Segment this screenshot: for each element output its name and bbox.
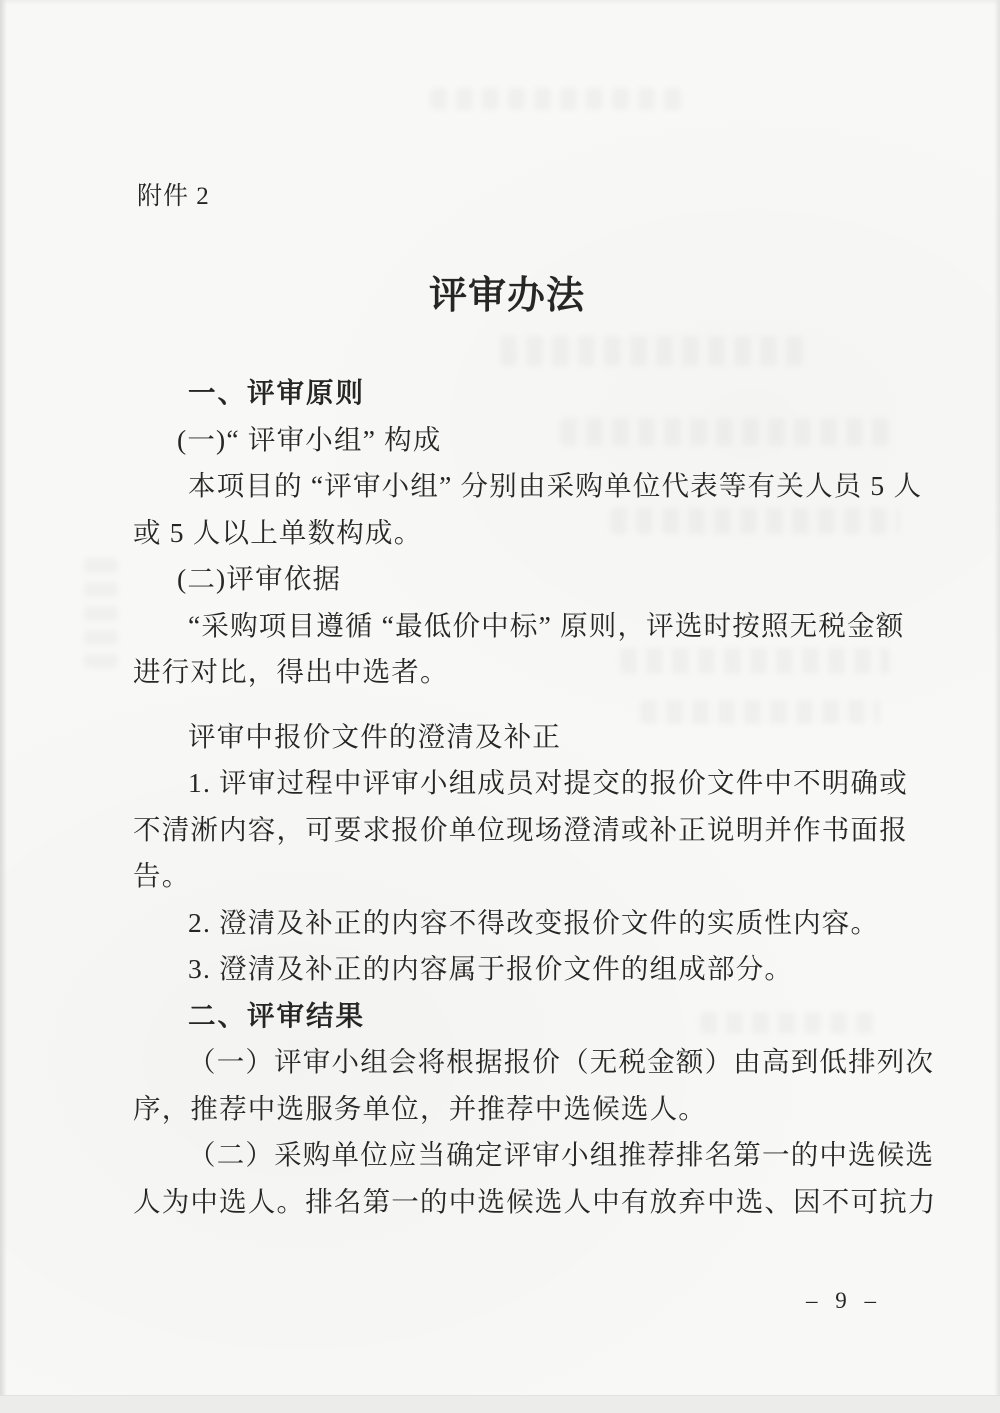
bleed-through-artifact (84, 558, 118, 668)
text-line: “采购项目遵循 “最低价中标” 原则，评选时按照无税金额 (188, 609, 905, 641)
text-line: 告。 (133, 860, 191, 891)
section-heading-2: 二、评审结果 (188, 999, 365, 1031)
document-title: 评审办法 (428, 275, 585, 317)
text-line: 3. 澄清及补正的内容属于报价文件的组成部分。 (188, 953, 794, 984)
text-line: 不清淅内容，可要求报价单位现场澄清或补正说明并作书面报 (133, 813, 908, 845)
scan-edge-left (0, 0, 7, 1413)
text-line: 或 5 人以上单数构成。 (133, 516, 423, 548)
page-number: – 9 – (806, 1288, 882, 1313)
text-line: (一)“ 评审小组” 构成 (177, 423, 442, 455)
scan-edge-bottom (0, 1395, 1000, 1413)
text-line: 2. 澄清及补正的内容不得改变报价文件的实质性内容。 (188, 906, 880, 938)
text-line: （一）评审小组会将根据报价（无税金额）由高到低排列次 (188, 1046, 935, 1077)
text-line: 1. 评审过程中评审小组成员对提交的报价文件中不明确或 (188, 767, 908, 798)
scan-edge-top (0, 0, 1000, 5)
scan-edge-right (994, 0, 1000, 1413)
document-body (133, 370, 937, 1225)
attachment-label: 附件 2 (137, 183, 210, 210)
text-line: 进行对比，得出中选者。 (133, 656, 449, 687)
text-line: 本项目的 “评审小组” 分别由采购单位代表等有关人员 5 人 (188, 470, 923, 501)
text-line: (二)评审依据 (177, 563, 342, 594)
text-line: 评审中报价文件的澄清及补正 (188, 720, 562, 752)
text-line: （二）采购单位应当确定评审小组推荐排名第一的中选候选 (188, 1139, 935, 1170)
bleed-through-artifact (430, 88, 690, 110)
bleed-through-artifact (500, 336, 810, 366)
text-line: 人为中选人。排名第一的中选候选人中有放弃中选、因不可抗力 (133, 1185, 937, 1217)
text-line: 序，推荐中选服务单位，并推荐中选候选人。 (133, 1092, 707, 1124)
section-heading-1: 一、评审原则 (188, 377, 365, 408)
